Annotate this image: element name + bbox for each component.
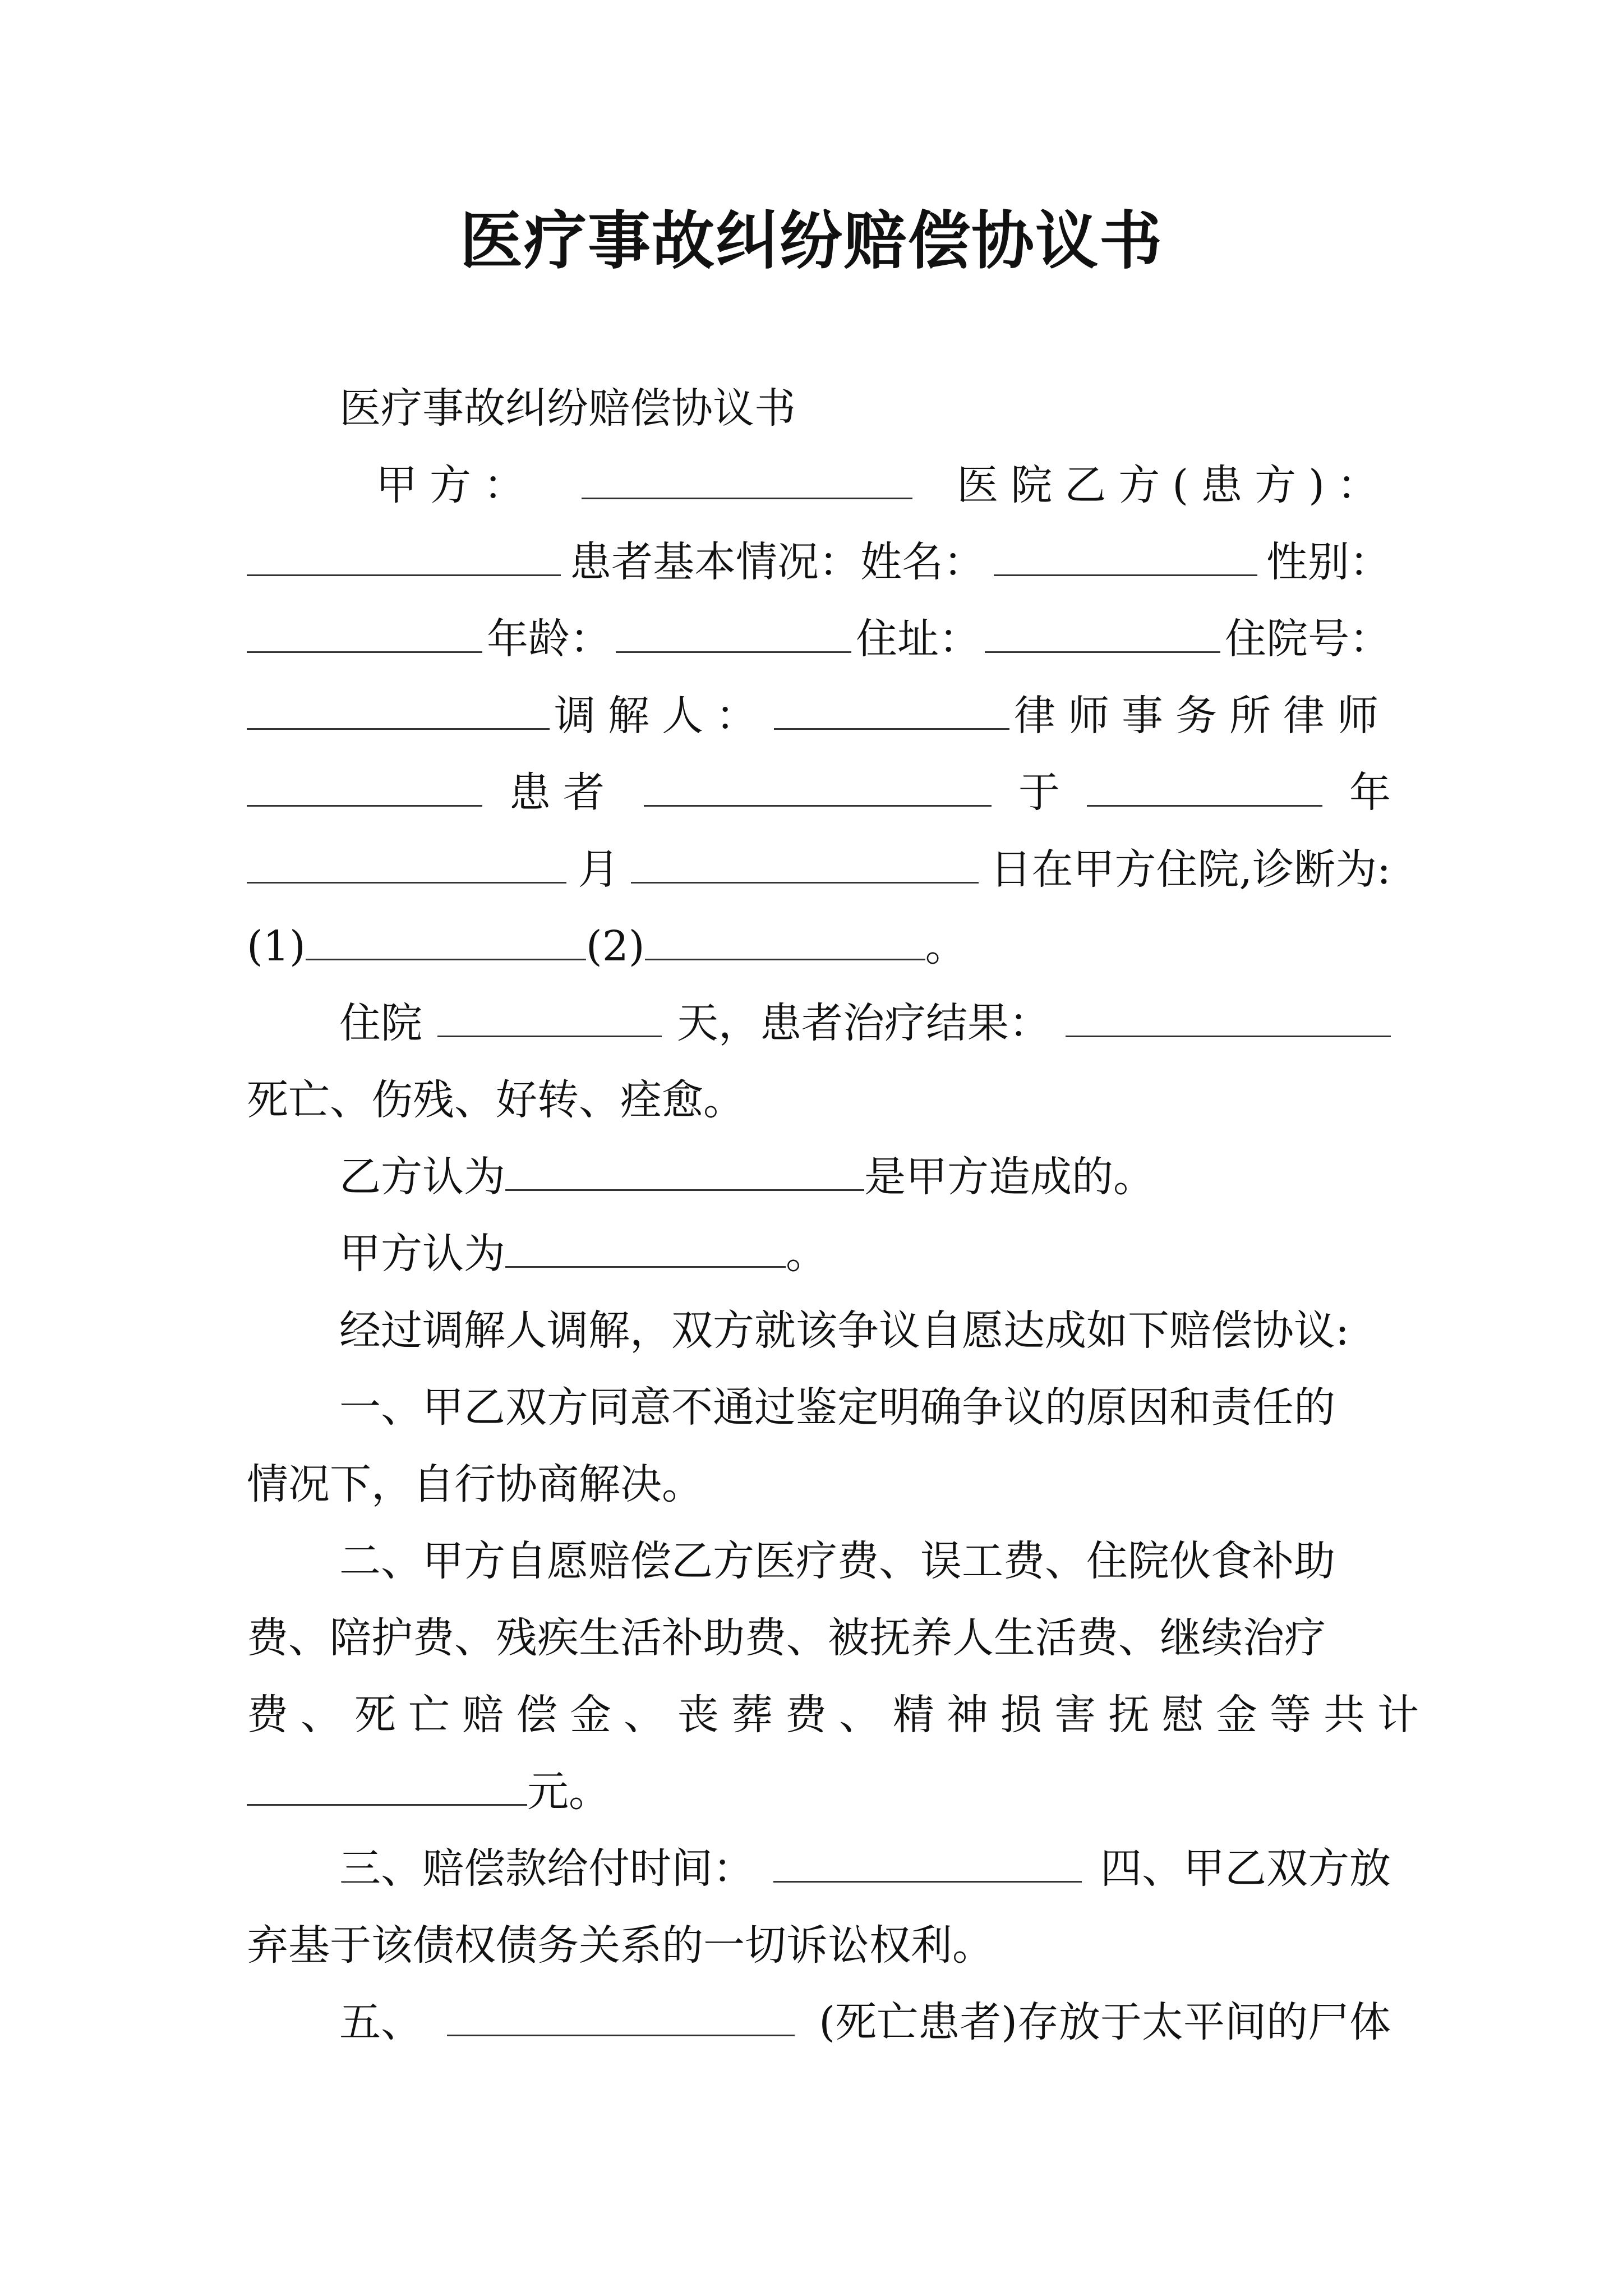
clause-1-line-2	[247, 1446, 1391, 1523]
party-b-believes-blank	[505, 1150, 864, 1191]
mediation-text: 经过调解人调解，双方就该争议自愿达成如下赔偿协议:	[339, 1306, 1349, 1355]
results-line	[247, 1062, 1391, 1139]
patient-line	[247, 754, 1391, 831]
stay-line	[247, 985, 1391, 1062]
clause-2-line-3	[247, 1677, 1431, 1754]
clause-3-line	[247, 1830, 1391, 1907]
diagnosis-item-2: (2)	[585, 922, 645, 970]
clause-2-text-2: 费、陪护费、残疾生活补助费、被抚养人生活费、继续治疗	[247, 1614, 1326, 1662]
party-a-line	[247, 447, 1391, 524]
clause-1-text-1: 一、甲乙双方同意不通过鉴定明确争议的原因和责任的	[339, 1383, 1335, 1432]
address-blank	[985, 612, 1220, 653]
clause-5-text: (死亡患者)存放于太平间的尸体	[819, 1998, 1391, 2046]
month-line	[247, 831, 1391, 908]
mediation-line	[247, 1292, 1391, 1369]
patient-label: 患者	[509, 769, 617, 817]
mediator-blank	[774, 689, 1009, 730]
clause-2-text-3: 费、死亡赔偿金、丧葬费、精神损害抚慰金等共计	[247, 1691, 1431, 1739]
party-b-believes-label: 乙方认为	[339, 1153, 505, 1201]
age-blank	[616, 612, 851, 653]
stay-label: 住院	[339, 999, 422, 1047]
payment-time-blank	[773, 1842, 1082, 1883]
clause-5-line	[247, 1984, 1391, 2061]
month-label: 月	[578, 845, 620, 894]
party-b-label: 医院乙方(患方)：	[957, 461, 1391, 509]
clause-2-line-2	[247, 1600, 1391, 1677]
hospital-name-blank	[582, 458, 912, 499]
subtitle: 医疗事故纠纷赔偿协议书	[339, 384, 796, 432]
clause-5-label: 五、	[339, 1998, 422, 2046]
law-firm-label: 律师事务所律师	[1014, 692, 1391, 740]
clause-2-text-1: 二、甲方自愿赔偿乙方医疗费、误工费、住院伙食补助	[339, 1537, 1335, 1585]
diagnosis-end: 。	[925, 922, 967, 970]
on-label: 于	[1018, 769, 1060, 817]
document-title: 医疗事故纠纷赔偿协议书	[460, 204, 1163, 278]
diagnosis-2-blank	[645, 919, 925, 960]
party-a-believes-label: 甲方认为	[339, 1230, 505, 1278]
party-b-name-blank	[247, 535, 561, 576]
day-blank	[631, 843, 979, 884]
clause-1-text-2: 情况下，自行协商解决。	[247, 1460, 703, 1508]
clause-4-start: 四、甲乙双方放	[1100, 1844, 1391, 1893]
total-amount-blank	[247, 1765, 527, 1806]
diagnosis-1-blank	[306, 919, 586, 960]
diagnosis-label: 日在甲方住院,诊断为:	[990, 845, 1391, 894]
mediator-label: 调解人：	[554, 692, 769, 740]
patient-info-line	[247, 524, 1391, 601]
patient-name-blank	[994, 535, 1257, 576]
deceased-name-blank	[447, 1995, 795, 2036]
admission-no-blank	[247, 689, 550, 730]
address-label: 住址：	[856, 615, 980, 663]
results-options: 死亡、伤残、好转、痊愈。	[247, 1076, 745, 1124]
gender-label: 性别：	[1266, 538, 1391, 586]
subtitle-line	[247, 370, 1391, 447]
diagnosis-item-1: (1)	[247, 922, 306, 970]
clause-2-line-4	[247, 1754, 1391, 1830]
party-b-believes-end: 是甲方造成的。	[864, 1153, 1155, 1201]
party-a-believes-line	[247, 1216, 1391, 1292]
age-line	[247, 601, 1391, 678]
patient-blank	[644, 766, 992, 807]
clause-4-text: 弃基于该债权债务关系的一切诉讼权利。	[247, 1921, 994, 1970]
gender-blank	[247, 612, 482, 653]
party-a-label: 甲方：	[376, 461, 537, 509]
age-label: 年龄：	[487, 615, 611, 663]
party-b-believes-line	[247, 1139, 1391, 1216]
diagnosis-line	[247, 908, 1391, 985]
result-label: 天，患者治疗结果：	[677, 999, 1050, 1047]
patient-name-label: 患者基本情况：姓名：	[570, 538, 985, 586]
lawyer-blank	[247, 766, 482, 807]
stay-days-blank	[437, 996, 662, 1037]
clause-1-line-1	[247, 1369, 1391, 1446]
result-blank	[1066, 996, 1391, 1037]
clause-2-line-1	[247, 1523, 1391, 1600]
clause-2-end: 元。	[527, 1768, 610, 1816]
party-a-believes-blank	[505, 1227, 786, 1268]
clause-4-line-2	[247, 1907, 1391, 1984]
admission-no-label: 住院号：	[1225, 615, 1391, 663]
clause-3-label: 三、赔偿款给付时间：	[339, 1844, 754, 1893]
document-body	[247, 370, 1431, 2061]
year-label: 年	[1349, 769, 1391, 817]
year-blank	[1087, 766, 1322, 807]
mediator-line	[247, 678, 1391, 754]
month-blank	[247, 843, 566, 884]
party-a-believes-end: 。	[786, 1230, 827, 1278]
